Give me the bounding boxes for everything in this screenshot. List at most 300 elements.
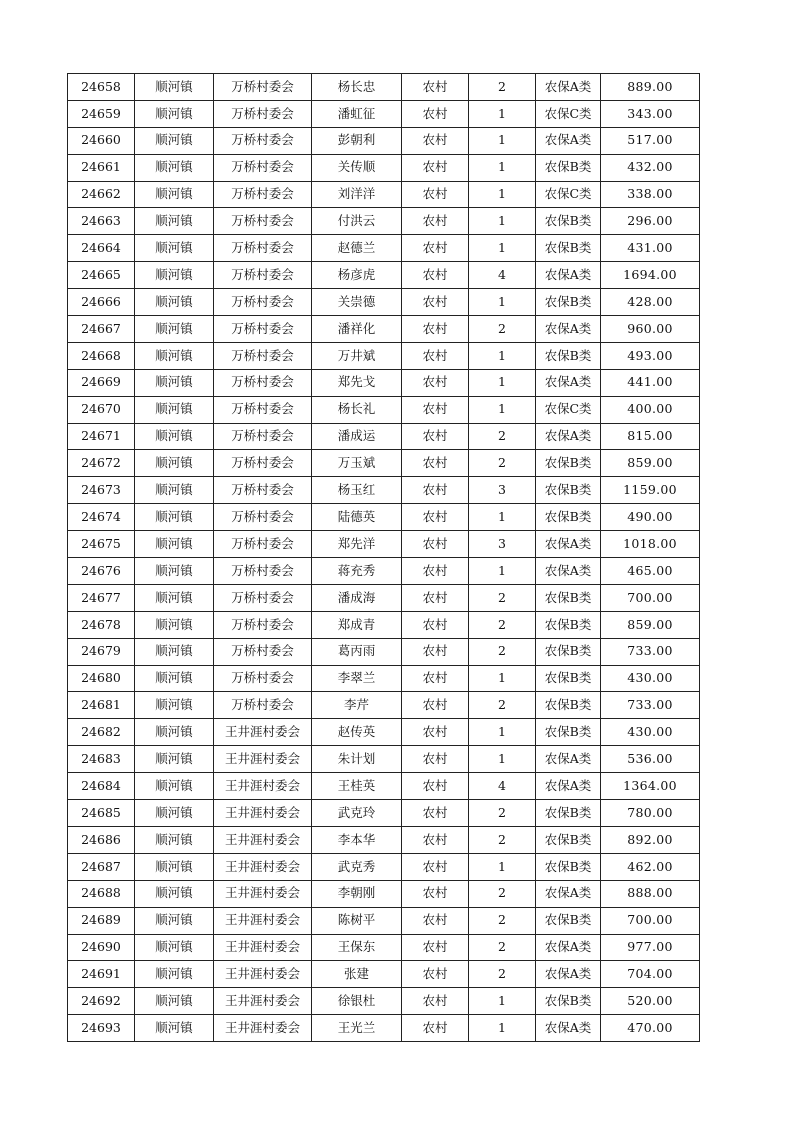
cell-id: 24684 <box>68 773 135 800</box>
cell-town: 顺河镇 <box>135 181 214 208</box>
cell-village: 万桥村委会 <box>214 558 312 585</box>
cell-count: 1 <box>469 719 536 746</box>
cell-name: 赵传英 <box>312 719 402 746</box>
table-row <box>68 665 700 692</box>
cell-village: 万桥村委会 <box>214 665 312 692</box>
cell-id: 24670 <box>68 396 135 423</box>
cell-village: 万桥村委会 <box>214 316 312 343</box>
cell-area: 农村 <box>402 746 469 773</box>
cell-count: 2 <box>469 423 536 450</box>
cell-town: 顺河镇 <box>135 450 214 477</box>
cell-count: 2 <box>469 74 536 101</box>
table-row <box>68 611 700 638</box>
cell-category: 农保B类 <box>536 826 601 853</box>
cell-amount: 493.00 <box>601 342 700 369</box>
cell-category: 农保B类 <box>536 342 601 369</box>
cell-amount: 1364.00 <box>601 773 700 800</box>
cell-count: 4 <box>469 262 536 289</box>
cell-id: 24689 <box>68 907 135 934</box>
cell-name: 李朝刚 <box>312 880 402 907</box>
cell-village: 王井涯村委会 <box>214 719 312 746</box>
cell-id: 24688 <box>68 880 135 907</box>
cell-category: 农保B类 <box>536 800 601 827</box>
cell-town: 顺河镇 <box>135 665 214 692</box>
cell-category: 农保B类 <box>536 638 601 665</box>
cell-count: 2 <box>469 826 536 853</box>
cell-area: 农村 <box>402 154 469 181</box>
cell-count: 2 <box>469 638 536 665</box>
cell-count: 1 <box>469 369 536 396</box>
cell-area: 农村 <box>402 100 469 127</box>
cell-id: 24672 <box>68 450 135 477</box>
cell-area: 农村 <box>402 719 469 746</box>
cell-area: 农村 <box>402 558 469 585</box>
cell-amount: 780.00 <box>601 800 700 827</box>
cell-category: 农保B类 <box>536 907 601 934</box>
cell-id: 24679 <box>68 638 135 665</box>
cell-count: 2 <box>469 611 536 638</box>
cell-category: 农保A类 <box>536 74 601 101</box>
table-row <box>68 262 700 289</box>
cell-area: 农村 <box>402 208 469 235</box>
cell-area: 农村 <box>402 988 469 1015</box>
cell-category: 农保B类 <box>536 450 601 477</box>
cell-town: 顺河镇 <box>135 289 214 316</box>
cell-id: 24676 <box>68 558 135 585</box>
cell-town: 顺河镇 <box>135 826 214 853</box>
cell-town: 顺河镇 <box>135 396 214 423</box>
cell-village: 万桥村委会 <box>214 74 312 101</box>
cell-name: 李翠兰 <box>312 665 402 692</box>
cell-id: 24664 <box>68 235 135 262</box>
table-row <box>68 746 700 773</box>
cell-amount: 700.00 <box>601 907 700 934</box>
table-row <box>68 235 700 262</box>
cell-amount: 296.00 <box>601 208 700 235</box>
cell-name: 郑成青 <box>312 611 402 638</box>
table-row <box>68 369 700 396</box>
cell-id: 24669 <box>68 369 135 396</box>
cell-area: 农村 <box>402 665 469 692</box>
cell-village: 万桥村委会 <box>214 154 312 181</box>
cell-count: 1 <box>469 235 536 262</box>
cell-area: 农村 <box>402 74 469 101</box>
cell-area: 农村 <box>402 531 469 558</box>
cell-town: 顺河镇 <box>135 74 214 101</box>
cell-village: 王井涯村委会 <box>214 961 312 988</box>
cell-category: 农保B类 <box>536 289 601 316</box>
cell-count: 2 <box>469 880 536 907</box>
cell-town: 顺河镇 <box>135 316 214 343</box>
table-row <box>68 504 700 531</box>
cell-name: 蒋充秀 <box>312 558 402 585</box>
cell-count: 2 <box>469 934 536 961</box>
cell-amount: 1159.00 <box>601 477 700 504</box>
cell-category: 农保C类 <box>536 181 601 208</box>
cell-village: 万桥村委会 <box>214 504 312 531</box>
table-row <box>68 477 700 504</box>
table-row <box>68 208 700 235</box>
cell-amount: 462.00 <box>601 853 700 880</box>
cell-category: 农保B类 <box>536 611 601 638</box>
cell-village: 王井涯村委会 <box>214 880 312 907</box>
table-row <box>68 127 700 154</box>
cell-category: 农保A类 <box>536 558 601 585</box>
cell-name: 郑先戈 <box>312 369 402 396</box>
cell-area: 农村 <box>402 262 469 289</box>
cell-name: 葛丙雨 <box>312 638 402 665</box>
cell-amount: 977.00 <box>601 934 700 961</box>
cell-village: 王井涯村委会 <box>214 934 312 961</box>
cell-town: 顺河镇 <box>135 342 214 369</box>
cell-village: 万桥村委会 <box>214 127 312 154</box>
cell-id: 24678 <box>68 611 135 638</box>
cell-category: 农保A类 <box>536 369 601 396</box>
cell-area: 农村 <box>402 289 469 316</box>
cell-count: 2 <box>469 450 536 477</box>
cell-category: 农保B类 <box>536 154 601 181</box>
cell-name: 潘成运 <box>312 423 402 450</box>
cell-area: 农村 <box>402 477 469 504</box>
cell-name: 王保东 <box>312 934 402 961</box>
cell-amount: 428.00 <box>601 289 700 316</box>
cell-name: 刘洋洋 <box>312 181 402 208</box>
cell-name: 潘虹征 <box>312 100 402 127</box>
cell-count: 1 <box>469 154 536 181</box>
table-row <box>68 74 700 101</box>
cell-id: 24675 <box>68 531 135 558</box>
cell-area: 农村 <box>402 880 469 907</box>
cell-village: 王井涯村委会 <box>214 746 312 773</box>
cell-id: 24658 <box>68 74 135 101</box>
cell-village: 万桥村委会 <box>214 235 312 262</box>
cell-category: 农保A类 <box>536 262 601 289</box>
cell-count: 1 <box>469 181 536 208</box>
table-row <box>68 988 700 1015</box>
cell-category: 农保A类 <box>536 1015 601 1042</box>
cell-name: 万井斌 <box>312 342 402 369</box>
cell-area: 农村 <box>402 773 469 800</box>
table-row <box>68 638 700 665</box>
cell-area: 农村 <box>402 369 469 396</box>
cell-amount: 1694.00 <box>601 262 700 289</box>
cell-name: 徐银杜 <box>312 988 402 1015</box>
cell-count: 1 <box>469 100 536 127</box>
cell-id: 24683 <box>68 746 135 773</box>
cell-area: 农村 <box>402 504 469 531</box>
cell-area: 农村 <box>402 853 469 880</box>
cell-id: 24693 <box>68 1015 135 1042</box>
table-row <box>68 154 700 181</box>
cell-amount: 490.00 <box>601 504 700 531</box>
table-row <box>68 316 700 343</box>
cell-town: 顺河镇 <box>135 423 214 450</box>
cell-category: 农保A类 <box>536 773 601 800</box>
table-row <box>68 584 700 611</box>
cell-category: 农保A类 <box>536 531 601 558</box>
cell-category: 农保A类 <box>536 127 601 154</box>
cell-category: 农保C类 <box>536 396 601 423</box>
cell-village: 万桥村委会 <box>214 450 312 477</box>
cell-name: 潘成海 <box>312 584 402 611</box>
cell-amount: 704.00 <box>601 961 700 988</box>
cell-amount: 441.00 <box>601 369 700 396</box>
cell-count: 1 <box>469 342 536 369</box>
cell-count: 1 <box>469 558 536 585</box>
cell-count: 2 <box>469 800 536 827</box>
cell-id: 24685 <box>68 800 135 827</box>
cell-id: 24681 <box>68 692 135 719</box>
cell-id: 24673 <box>68 477 135 504</box>
cell-town: 顺河镇 <box>135 907 214 934</box>
cell-amount: 888.00 <box>601 880 700 907</box>
cell-id: 24687 <box>68 853 135 880</box>
cell-id: 24668 <box>68 342 135 369</box>
cell-town: 顺河镇 <box>135 477 214 504</box>
cell-town: 顺河镇 <box>135 692 214 719</box>
cell-amount: 338.00 <box>601 181 700 208</box>
cell-count: 2 <box>469 961 536 988</box>
cell-name: 陈树平 <box>312 907 402 934</box>
cell-town: 顺河镇 <box>135 262 214 289</box>
cell-name: 关传顺 <box>312 154 402 181</box>
cell-amount: 431.00 <box>601 235 700 262</box>
cell-area: 农村 <box>402 127 469 154</box>
cell-id: 24666 <box>68 289 135 316</box>
cell-village: 万桥村委会 <box>214 100 312 127</box>
cell-category: 农保B类 <box>536 477 601 504</box>
cell-category: 农保A类 <box>536 746 601 773</box>
cell-village: 王井涯村委会 <box>214 907 312 934</box>
cell-village: 王井涯村委会 <box>214 988 312 1015</box>
table-row <box>68 289 700 316</box>
cell-area: 农村 <box>402 396 469 423</box>
cell-town: 顺河镇 <box>135 208 214 235</box>
cell-count: 2 <box>469 907 536 934</box>
cell-category: 农保B类 <box>536 504 601 531</box>
cell-name: 郑先洋 <box>312 531 402 558</box>
cell-count: 1 <box>469 988 536 1015</box>
cell-village: 王井涯村委会 <box>214 1015 312 1042</box>
cell-category: 农保B类 <box>536 692 601 719</box>
cell-village: 万桥村委会 <box>214 638 312 665</box>
cell-village: 万桥村委会 <box>214 262 312 289</box>
table-row <box>68 423 700 450</box>
cell-village: 万桥村委会 <box>214 396 312 423</box>
cell-town: 顺河镇 <box>135 934 214 961</box>
cell-id: 24660 <box>68 127 135 154</box>
cell-name: 杨长忠 <box>312 74 402 101</box>
cell-town: 顺河镇 <box>135 611 214 638</box>
cell-town: 顺河镇 <box>135 853 214 880</box>
cell-count: 4 <box>469 773 536 800</box>
cell-village: 万桥村委会 <box>214 692 312 719</box>
cell-amount: 536.00 <box>601 746 700 773</box>
cell-town: 顺河镇 <box>135 154 214 181</box>
cell-amount: 520.00 <box>601 988 700 1015</box>
cell-id: 24692 <box>68 988 135 1015</box>
cell-name: 王桂英 <box>312 773 402 800</box>
cell-area: 农村 <box>402 342 469 369</box>
table-row <box>68 100 700 127</box>
cell-area: 农村 <box>402 907 469 934</box>
cell-name: 李本华 <box>312 826 402 853</box>
cell-count: 1 <box>469 665 536 692</box>
cell-area: 农村 <box>402 1015 469 1042</box>
records-body <box>68 74 700 1042</box>
cell-village: 王井涯村委会 <box>214 826 312 853</box>
cell-area: 农村 <box>402 316 469 343</box>
cell-area: 农村 <box>402 584 469 611</box>
cell-village: 万桥村委会 <box>214 477 312 504</box>
cell-category: 农保B类 <box>536 235 601 262</box>
cell-id: 24682 <box>68 719 135 746</box>
cell-category: 农保B类 <box>536 208 601 235</box>
cell-name: 潘祥化 <box>312 316 402 343</box>
cell-area: 农村 <box>402 181 469 208</box>
cell-count: 3 <box>469 477 536 504</box>
table-row <box>68 181 700 208</box>
cell-name: 彭朝利 <box>312 127 402 154</box>
cell-village: 王井涯村委会 <box>214 773 312 800</box>
cell-town: 顺河镇 <box>135 504 214 531</box>
cell-amount: 465.00 <box>601 558 700 585</box>
cell-name: 赵德兰 <box>312 235 402 262</box>
cell-id: 24677 <box>68 584 135 611</box>
cell-id: 24663 <box>68 208 135 235</box>
cell-count: 1 <box>469 127 536 154</box>
table-row <box>68 342 700 369</box>
table-row <box>68 907 700 934</box>
cell-id: 24665 <box>68 262 135 289</box>
cell-category: 农保B类 <box>536 853 601 880</box>
cell-id: 24680 <box>68 665 135 692</box>
cell-town: 顺河镇 <box>135 961 214 988</box>
cell-category: 农保A类 <box>536 880 601 907</box>
cell-count: 2 <box>469 316 536 343</box>
cell-town: 顺河镇 <box>135 880 214 907</box>
cell-town: 顺河镇 <box>135 638 214 665</box>
cell-name: 杨玉红 <box>312 477 402 504</box>
cell-village: 万桥村委会 <box>214 369 312 396</box>
cell-town: 顺河镇 <box>135 100 214 127</box>
cell-village: 万桥村委会 <box>214 531 312 558</box>
cell-village: 万桥村委会 <box>214 584 312 611</box>
cell-amount: 815.00 <box>601 423 700 450</box>
cell-amount: 859.00 <box>601 611 700 638</box>
cell-town: 顺河镇 <box>135 719 214 746</box>
cell-category: 农保A类 <box>536 316 601 343</box>
cell-village: 万桥村委会 <box>214 423 312 450</box>
cell-id: 24674 <box>68 504 135 531</box>
cell-town: 顺河镇 <box>135 531 214 558</box>
cell-name: 付洪云 <box>312 208 402 235</box>
cell-count: 1 <box>469 504 536 531</box>
cell-name: 杨彦虎 <box>312 262 402 289</box>
cell-area: 农村 <box>402 638 469 665</box>
cell-amount: 517.00 <box>601 127 700 154</box>
cell-town: 顺河镇 <box>135 558 214 585</box>
cell-name: 陆德英 <box>312 504 402 531</box>
cell-id: 24661 <box>68 154 135 181</box>
cell-village: 万桥村委会 <box>214 208 312 235</box>
cell-name: 万玉斌 <box>312 450 402 477</box>
cell-town: 顺河镇 <box>135 800 214 827</box>
cell-area: 农村 <box>402 800 469 827</box>
cell-category: 农保B类 <box>536 988 601 1015</box>
cell-amount: 892.00 <box>601 826 700 853</box>
cell-village: 万桥村委会 <box>214 289 312 316</box>
cell-amount: 733.00 <box>601 638 700 665</box>
cell-town: 顺河镇 <box>135 746 214 773</box>
cell-town: 顺河镇 <box>135 1015 214 1042</box>
cell-count: 3 <box>469 531 536 558</box>
table-row <box>68 692 700 719</box>
cell-village: 万桥村委会 <box>214 342 312 369</box>
cell-count: 1 <box>469 1015 536 1042</box>
cell-count: 1 <box>469 289 536 316</box>
cell-name: 武克秀 <box>312 853 402 880</box>
cell-village: 万桥村委会 <box>214 611 312 638</box>
cell-id: 24667 <box>68 316 135 343</box>
cell-amount: 733.00 <box>601 692 700 719</box>
cell-id: 24662 <box>68 181 135 208</box>
cell-category: 农保A类 <box>536 961 601 988</box>
table-row <box>68 934 700 961</box>
cell-name: 杨长礼 <box>312 396 402 423</box>
cell-town: 顺河镇 <box>135 773 214 800</box>
records-table <box>67 73 700 1042</box>
cell-name: 朱计划 <box>312 746 402 773</box>
cell-town: 顺河镇 <box>135 988 214 1015</box>
table-row <box>68 450 700 477</box>
cell-town: 顺河镇 <box>135 127 214 154</box>
table-row <box>68 773 700 800</box>
cell-category: 农保B类 <box>536 584 601 611</box>
table-row <box>68 558 700 585</box>
cell-count: 1 <box>469 208 536 235</box>
table-row <box>68 826 700 853</box>
cell-area: 农村 <box>402 692 469 719</box>
cell-count: 1 <box>469 396 536 423</box>
table-row <box>68 531 700 558</box>
table-row <box>68 880 700 907</box>
cell-id: 24690 <box>68 934 135 961</box>
cell-count: 2 <box>469 692 536 719</box>
cell-town: 顺河镇 <box>135 235 214 262</box>
cell-amount: 700.00 <box>601 584 700 611</box>
cell-name: 武克玲 <box>312 800 402 827</box>
cell-area: 农村 <box>402 826 469 853</box>
cell-id: 24671 <box>68 423 135 450</box>
cell-amount: 430.00 <box>601 719 700 746</box>
cell-category: 农保B类 <box>536 665 601 692</box>
cell-count: 1 <box>469 746 536 773</box>
cell-amount: 470.00 <box>601 1015 700 1042</box>
cell-category: 农保A类 <box>536 934 601 961</box>
cell-amount: 1018.00 <box>601 531 700 558</box>
cell-name: 李芹 <box>312 692 402 719</box>
cell-id: 24659 <box>68 100 135 127</box>
cell-amount: 960.00 <box>601 316 700 343</box>
cell-town: 顺河镇 <box>135 584 214 611</box>
cell-amount: 343.00 <box>601 100 700 127</box>
cell-village: 王井涯村委会 <box>214 800 312 827</box>
table-row <box>68 800 700 827</box>
cell-amount: 889.00 <box>601 74 700 101</box>
cell-village: 王井涯村委会 <box>214 853 312 880</box>
cell-amount: 859.00 <box>601 450 700 477</box>
